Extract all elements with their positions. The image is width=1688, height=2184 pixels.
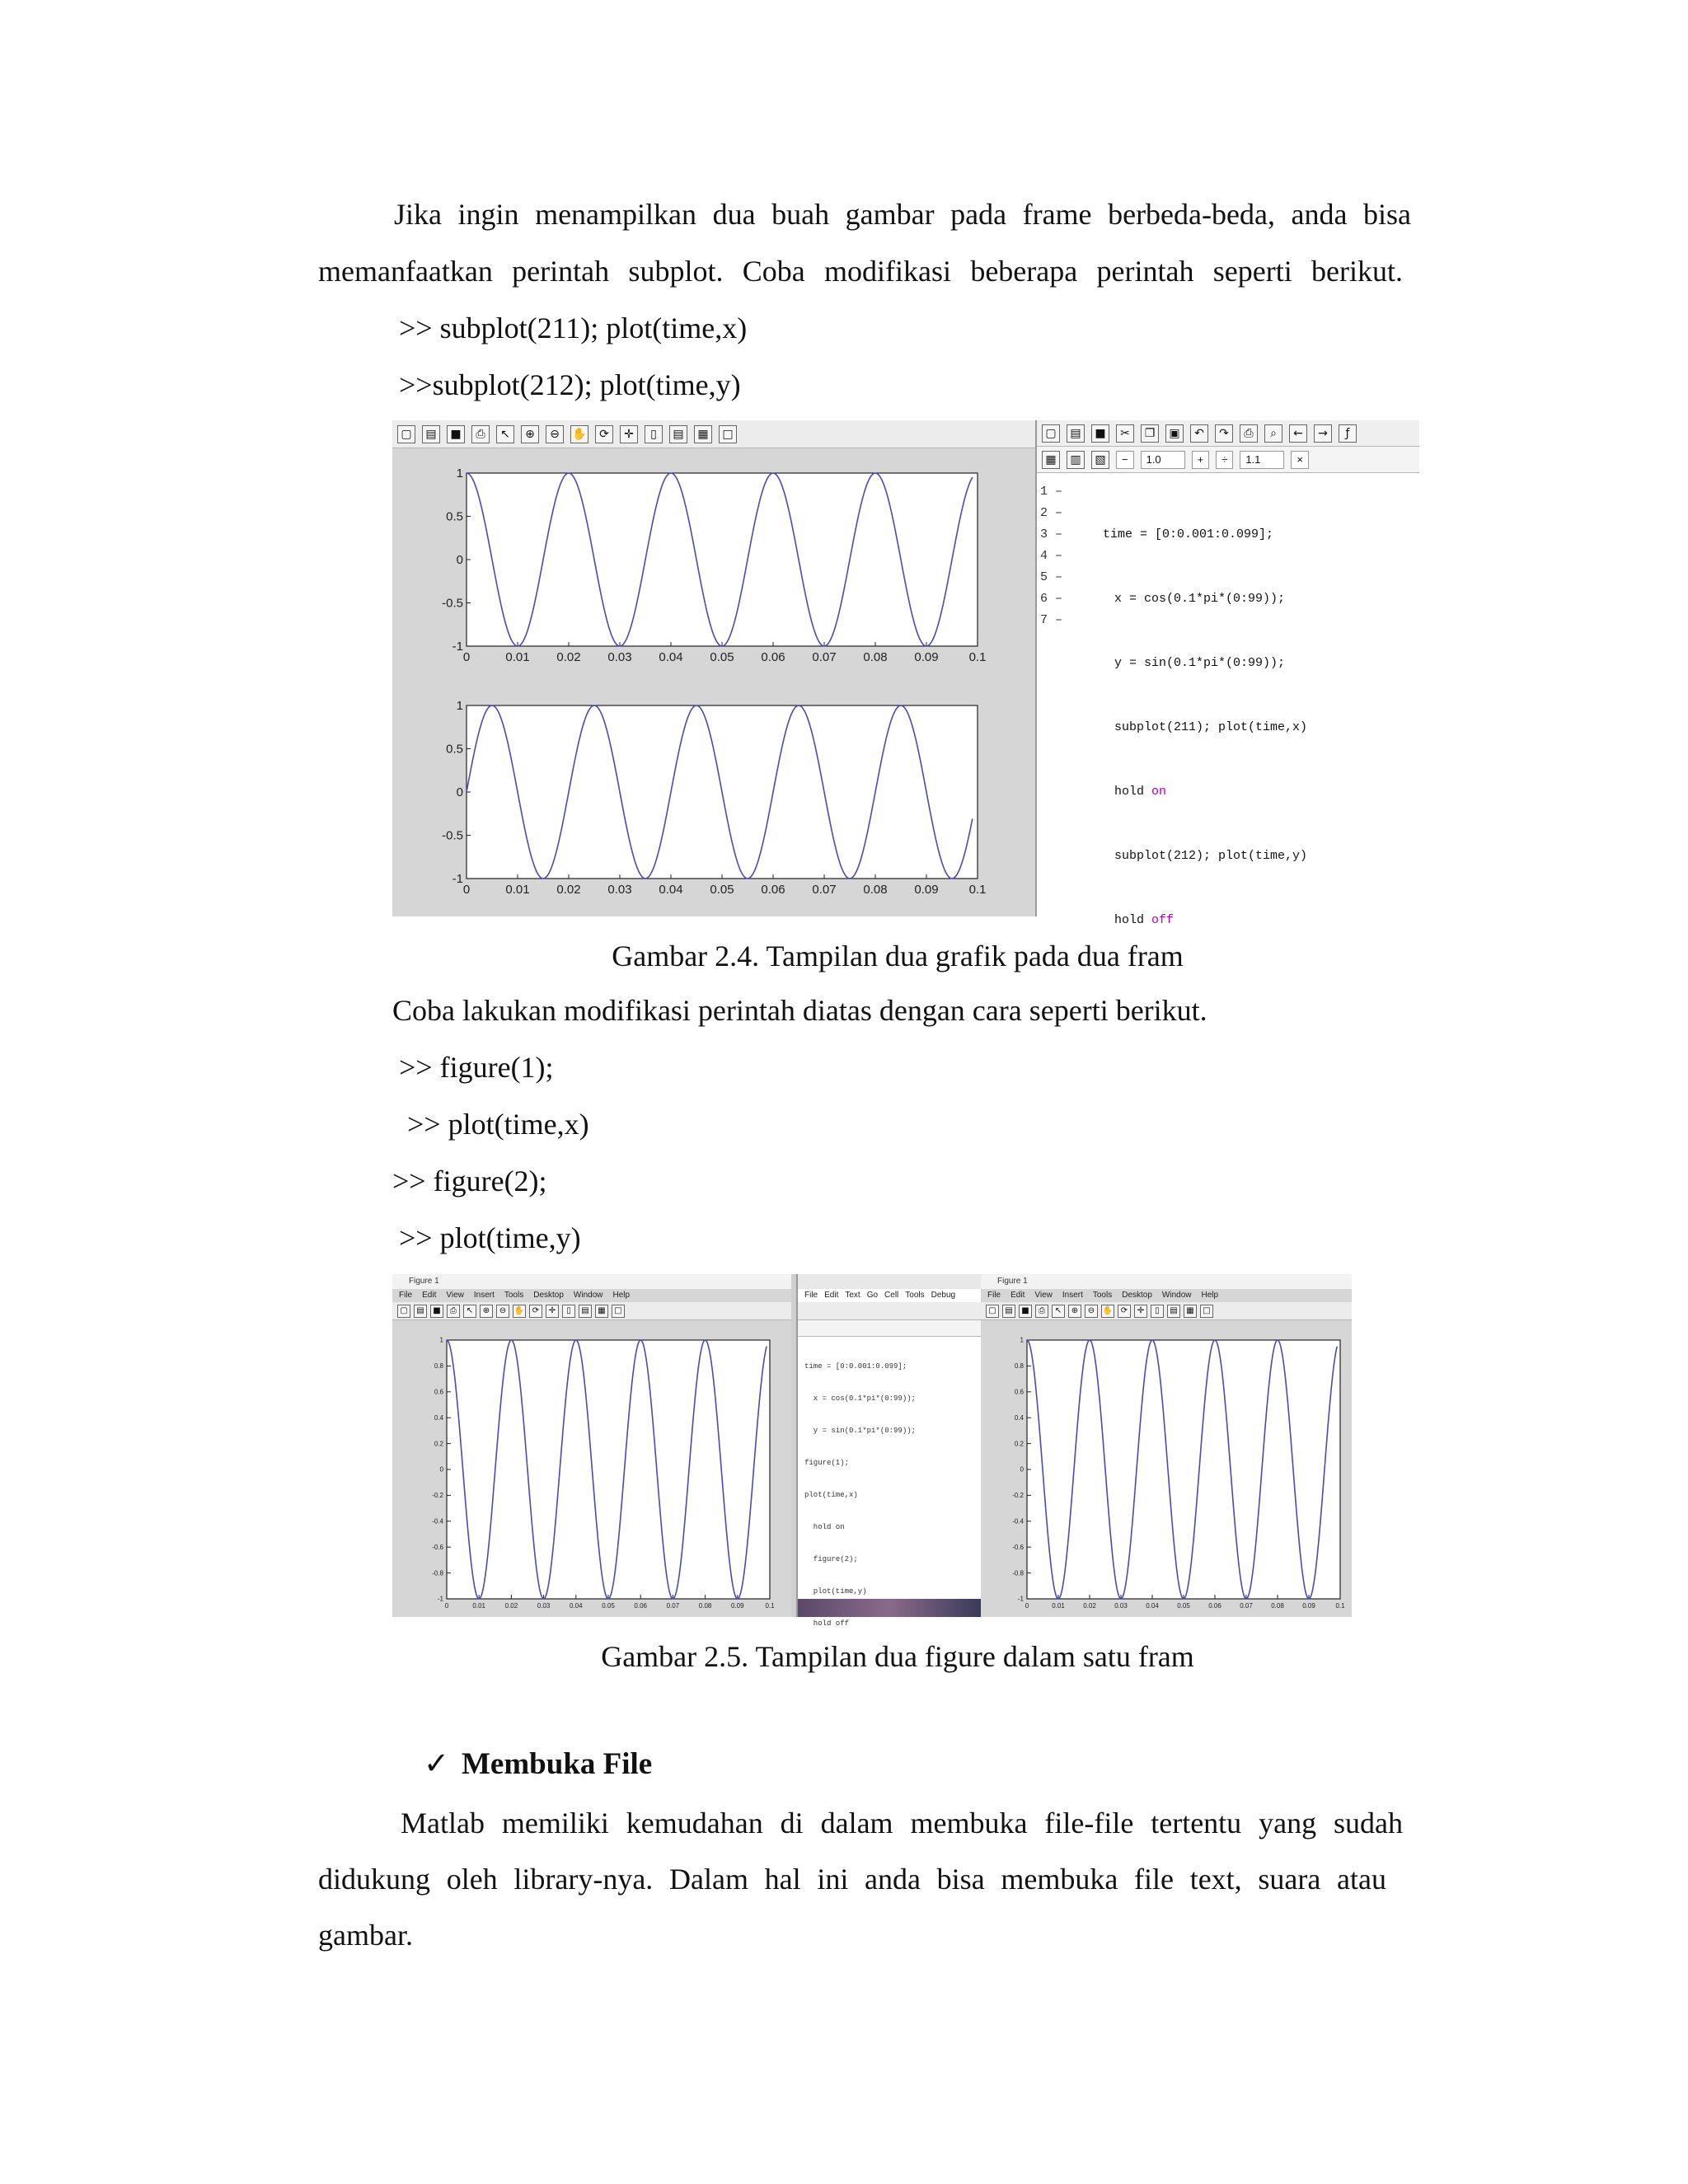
print-icon[interactable]: ⎙ xyxy=(1240,424,1258,443)
menu-window[interactable]: Window xyxy=(1161,1291,1192,1300)
y-tick-label: 0 xyxy=(456,785,463,799)
x-tick-label: 0.08 xyxy=(1271,1602,1284,1610)
open-icon[interactable]: ▤ xyxy=(1067,424,1085,443)
x-tick-label: 0.04 xyxy=(1146,1602,1159,1610)
menu-go[interactable]: Go xyxy=(866,1291,879,1300)
code-line: time = [0:0.001:0.099]; xyxy=(804,1362,907,1371)
menu-tools[interactable]: Tools xyxy=(1092,1291,1113,1300)
code-line: time = [0:0.001:0.099]; xyxy=(1103,527,1274,541)
editor-toolbar xyxy=(798,1302,981,1320)
zoom-in-icon[interactable]: ⊕ xyxy=(1068,1305,1081,1318)
x-tick-label: 0.09 xyxy=(1302,1602,1315,1610)
code-line: hold on xyxy=(804,1523,845,1531)
y-tick-label: 0 xyxy=(1020,1465,1024,1474)
zoom-out-icon[interactable]: ⊖ xyxy=(546,425,564,443)
pan-icon[interactable]: ✋ xyxy=(570,425,588,443)
menu-view[interactable]: View xyxy=(1034,1291,1053,1300)
code-line: plot(time,y) xyxy=(804,1587,867,1596)
close-icon[interactable]: × xyxy=(1291,451,1309,469)
figure-toolbar xyxy=(392,1302,791,1320)
grid-icon[interactable]: ▦ xyxy=(1184,1305,1197,1318)
code-line: plot(time,x) xyxy=(804,1491,858,1499)
x-tick-label: 0.07 xyxy=(666,1602,680,1610)
x-tick-label: 0.05 xyxy=(710,650,734,664)
menu-insert[interactable]: Insert xyxy=(1062,1291,1083,1300)
legend-icon[interactable]: ▤ xyxy=(669,425,687,443)
y-tick-label: 0 xyxy=(439,1465,443,1474)
x-tick-label: 0.03 xyxy=(1114,1602,1128,1610)
y-tick-label: 0.6 xyxy=(1014,1388,1024,1396)
editor-toolbar xyxy=(1037,420,1419,447)
code-line: y = sin(0.1*pi*(0:99)); xyxy=(804,1427,917,1435)
grid-icon[interactable]: ▦ xyxy=(595,1305,608,1318)
x-tick-label: 0.05 xyxy=(1177,1602,1190,1610)
x-tick-label: 0.09 xyxy=(731,1602,744,1610)
x-tick-label: 0.04 xyxy=(659,650,683,664)
x-tick-label: 0.06 xyxy=(1208,1602,1221,1610)
menu-desktop[interactable]: Desktop xyxy=(1122,1291,1152,1300)
editor-window xyxy=(796,1274,981,1628)
command-subplot-212: >>subplot(212); plot(time,y) xyxy=(399,368,741,401)
section-title: Membuka File xyxy=(462,1747,653,1781)
undo-icon[interactable]: ↶ xyxy=(1190,424,1208,443)
zoom-in-icon[interactable]: ⊕ xyxy=(521,425,539,443)
colorbar-icon[interactable]: ▯ xyxy=(645,425,663,443)
y-tick-label: 0.2 xyxy=(434,1440,443,1448)
increment-field-1[interactable]: 1.0 xyxy=(1141,451,1185,469)
window-icon[interactable]: □ xyxy=(719,425,737,443)
paragraph-2: Coba lakukan modifikasi perintah diatas dengan cara seperti berikut. xyxy=(392,994,1207,1027)
x-tick-label: 0 xyxy=(444,1602,449,1610)
x-tick-label: 0.1 xyxy=(765,1602,775,1610)
grid-icon[interactable]: ▦ xyxy=(694,425,712,443)
legend-icon[interactable]: ▤ xyxy=(579,1305,592,1318)
x-tick-label: 0.06 xyxy=(761,883,785,897)
menu-edit[interactable]: Edit xyxy=(1010,1291,1025,1300)
x-tick-label: 0.03 xyxy=(607,650,632,664)
x-tick-label: 0.08 xyxy=(863,650,888,664)
menu-file[interactable]: File xyxy=(804,1291,818,1300)
code-editor xyxy=(1035,420,1419,927)
new-file-icon[interactable]: ▢ xyxy=(1042,424,1060,443)
figure-window-1 xyxy=(392,1274,791,1617)
print-icon[interactable]: ⎙ xyxy=(447,1305,460,1318)
rotate-icon[interactable]: ⟳ xyxy=(529,1305,542,1318)
x-tick-label: 0.05 xyxy=(710,883,734,897)
y-tick-label: 1 xyxy=(439,1336,443,1344)
y-tick-label: -0.2 xyxy=(1012,1492,1024,1500)
legend-icon[interactable]: ▤ xyxy=(1167,1305,1180,1318)
y-tick-label: -0.6 xyxy=(432,1543,443,1551)
y-tick-label: 1 xyxy=(456,466,463,480)
x-tick-label: 0.08 xyxy=(863,883,888,897)
code-line: x = cos(0.1*pi*(0:99)); xyxy=(1114,592,1286,606)
y-tick-label: 0.6 xyxy=(434,1388,443,1396)
code-line: hold on xyxy=(1114,785,1167,799)
menu-tools[interactable]: Tools xyxy=(504,1291,524,1300)
new-file-icon[interactable]: ▢ xyxy=(986,1305,999,1318)
forward-icon[interactable]: → xyxy=(1314,424,1332,443)
y-tick-label: 1 xyxy=(456,699,463,713)
zoom-in-icon[interactable]: ⊕ xyxy=(480,1305,493,1318)
code-line: x = cos(0.1*pi*(0:99)); xyxy=(804,1394,917,1403)
code-line: subplot(211); plot(time,x) xyxy=(1114,720,1308,734)
checkmark-icon: ✓ xyxy=(424,1747,450,1781)
x-tick-label: 0.03 xyxy=(607,883,632,897)
y-tick-label: 0.4 xyxy=(434,1413,443,1422)
x-tick-label: 0.07 xyxy=(812,650,837,664)
datacursor-icon[interactable]: ✛ xyxy=(546,1305,559,1318)
x-tick-label: 0.01 xyxy=(472,1602,485,1610)
x-tick-label: 0 xyxy=(1025,1602,1029,1610)
pan-icon[interactable]: ✋ xyxy=(1101,1305,1114,1318)
menu-edit[interactable]: Edit xyxy=(824,1291,839,1300)
y-tick-label: -0.5 xyxy=(442,828,463,843)
code-line: figure(1); xyxy=(804,1459,850,1467)
menu-edit[interactable]: Edit xyxy=(422,1291,437,1300)
subplot-area xyxy=(392,448,1035,916)
paragraph-3-line-2: didukung oleh library-nya. Dalam hal ini anda bisa membuka file text, suara atau xyxy=(318,1863,1386,1896)
window-icon[interactable]: □ xyxy=(1200,1305,1213,1318)
x-tick-label: 0.01 xyxy=(505,650,530,664)
save-icon[interactable]: ■ xyxy=(1019,1305,1032,1318)
menu-insert[interactable]: Insert xyxy=(473,1291,495,1300)
caption-figure-2-4: Gambar 2.4. Tampilan dua grafik pada dua fram xyxy=(612,940,1184,972)
figure-toolbar xyxy=(392,420,1035,448)
x-tick-label: 0.01 xyxy=(1052,1602,1065,1610)
open-icon[interactable]: ▤ xyxy=(422,425,440,443)
x-tick-label: 0.04 xyxy=(570,1602,583,1610)
section-heading xyxy=(424,1746,652,1782)
code-line: figure(2); xyxy=(804,1555,858,1563)
eval-cell-icon[interactable]: ▥ xyxy=(1067,451,1085,469)
x-tick-label: 0.07 xyxy=(812,883,837,897)
y-tick-label: -0.4 xyxy=(432,1517,443,1526)
x-tick-label: 0.02 xyxy=(556,883,581,897)
x-tick-label: 0.09 xyxy=(914,650,939,664)
colorbar-icon[interactable]: ▯ xyxy=(562,1305,575,1318)
editor-menu-bar xyxy=(798,1291,981,1300)
figure-2-plot xyxy=(981,1322,1352,1617)
x-tick-label: 0.02 xyxy=(1083,1602,1096,1610)
code-line: subplot(212); plot(time,y) xyxy=(1114,849,1308,863)
window-menu-bar xyxy=(981,1291,1352,1300)
cell-toolbar xyxy=(798,1320,981,1337)
rotate-icon[interactable]: ⟳ xyxy=(1118,1305,1131,1318)
figure-1-plot xyxy=(392,1322,791,1617)
x-tick-label: 0.08 xyxy=(698,1602,712,1610)
divide-button[interactable]: ÷ xyxy=(1216,451,1233,469)
pointer-icon[interactable]: ↖ xyxy=(1052,1305,1065,1318)
x-tick-label: 0.03 xyxy=(537,1602,551,1610)
function-icon[interactable]: ƒ xyxy=(1339,424,1357,443)
pointer-icon[interactable]: ↖ xyxy=(496,425,514,443)
print-icon[interactable]: ⎙ xyxy=(1035,1305,1048,1318)
command-subplot-211: >> subplot(211); plot(time,x) xyxy=(399,312,748,344)
command-figure-1: >> figure(1); xyxy=(399,1051,554,1084)
x-tick-label: 0.01 xyxy=(505,883,530,897)
x-tick-label: 0.1 xyxy=(1335,1602,1345,1610)
command-plot-x: >> plot(time,x) xyxy=(407,1108,589,1141)
minus-button[interactable]: − xyxy=(1116,451,1134,469)
find-icon[interactable]: ⌕ xyxy=(1264,424,1282,443)
save-icon[interactable]: ■ xyxy=(430,1305,443,1318)
code-line: hold off xyxy=(1114,913,1175,927)
menu-file[interactable]: File xyxy=(987,1291,1001,1300)
x-tick-label: 0.05 xyxy=(602,1602,615,1610)
plus-button[interactable]: + xyxy=(1192,451,1210,469)
menu-cell[interactable]: Cell xyxy=(884,1291,899,1300)
y-tick-label: 0.5 xyxy=(446,742,463,757)
open-icon[interactable]: ▤ xyxy=(1002,1305,1015,1318)
command-plot-y: >> plot(time,y) xyxy=(399,1221,581,1254)
y-tick-label: -0.4 xyxy=(1012,1517,1024,1526)
paragraph-3-line-3: gambar. xyxy=(318,1919,413,1952)
window-title-bar: Figure 1 xyxy=(392,1274,791,1289)
desktop-background xyxy=(798,1599,981,1617)
menu-tools[interactable]: Tools xyxy=(905,1291,925,1300)
y-tick-label: 0.4 xyxy=(1014,1413,1024,1422)
x-tick-label: 0.09 xyxy=(914,883,939,897)
y-tick-label: -0.5 xyxy=(442,596,463,611)
code-lines[interactable] xyxy=(1103,481,1307,974)
figure-2-5-screenshot xyxy=(392,1274,1352,1628)
code-line: y = sin(0.1*pi*(0:99)); xyxy=(1114,656,1286,670)
pointer-icon[interactable]: ↖ xyxy=(463,1305,476,1318)
zoom-out-icon[interactable]: ⊖ xyxy=(496,1305,509,1318)
save-icon[interactable]: ■ xyxy=(1091,424,1109,443)
menu-window[interactable]: Window xyxy=(573,1291,603,1300)
x-tick-label: 0 xyxy=(462,650,471,664)
x-tick-label: 0 xyxy=(462,883,471,897)
y-tick-label: 0.8 xyxy=(1014,1362,1024,1371)
x-tick-label: 0.07 xyxy=(1240,1602,1253,1610)
y-tick-label: 0.8 xyxy=(434,1362,443,1371)
cut-icon[interactable]: ✂ xyxy=(1116,424,1134,443)
print-icon[interactable]: ⎙ xyxy=(471,425,490,443)
figure-toolbar xyxy=(981,1302,1352,1320)
paste-icon[interactable]: ▣ xyxy=(1165,424,1184,443)
window-icon[interactable]: □ xyxy=(612,1305,625,1318)
x-tick-label: 0.02 xyxy=(556,650,581,664)
menu-view[interactable]: View xyxy=(446,1291,464,1300)
y-tick-label: 0 xyxy=(456,553,463,567)
menu-file[interactable]: File xyxy=(399,1291,413,1300)
y-tick-label: -0.2 xyxy=(432,1492,443,1500)
cell-toolbar xyxy=(1037,447,1419,473)
copy-icon[interactable]: ❐ xyxy=(1141,424,1159,443)
datacursor-icon[interactable]: ✛ xyxy=(1134,1305,1147,1318)
figure-window-2 xyxy=(981,1274,1352,1617)
x-tick-label: 0.06 xyxy=(634,1602,647,1610)
menu-help[interactable]: Help xyxy=(612,1291,631,1300)
window-menu-bar xyxy=(392,1291,791,1300)
back-icon[interactable]: ← xyxy=(1289,424,1307,443)
x-tick-label: 0.06 xyxy=(761,650,785,664)
command-figure-2: >> figure(2); xyxy=(392,1165,547,1197)
cell-icon[interactable]: ▦ xyxy=(1042,451,1060,469)
code-line: hold off xyxy=(804,1619,850,1628)
menu-help[interactable]: Help xyxy=(1201,1291,1219,1300)
open-icon[interactable]: ▤ xyxy=(414,1305,427,1318)
datacursor-icon[interactable]: ✛ xyxy=(620,425,638,443)
line-numbers: 1 – 2 – 3 – 4 – 5 – 6 – 7 – xyxy=(1040,485,1063,627)
x-tick-label: 0.1 xyxy=(968,883,987,897)
y-tick-label: 0.2 xyxy=(1014,1440,1024,1448)
window-title-bar: Figure 1 xyxy=(981,1274,1352,1289)
eval-advance-icon[interactable]: ▧ xyxy=(1091,451,1109,469)
y-tick-label: 0.5 xyxy=(446,509,463,524)
y-tick-label: -1 xyxy=(452,640,463,654)
y-tick-label: -0.6 xyxy=(1012,1543,1024,1551)
y-tick-label: -0.8 xyxy=(432,1569,443,1577)
paragraph-1-line-1: Jika ingin menampilkan dua buah gambar pada frame berbeda-beda, anda bisa xyxy=(394,198,1411,231)
increment-field-2[interactable]: 1.1 xyxy=(1240,451,1284,469)
colorbar-icon[interactable]: ▯ xyxy=(1151,1305,1164,1318)
x-tick-label: 0.02 xyxy=(504,1602,518,1610)
x-tick-label: 0.04 xyxy=(659,883,683,897)
save-icon[interactable]: ■ xyxy=(447,425,465,443)
y-tick-label: -1 xyxy=(452,872,463,886)
menu-desktop[interactable]: Desktop xyxy=(533,1291,564,1300)
menu-text[interactable]: Text xyxy=(845,1291,860,1300)
new-file-icon[interactable]: ▢ xyxy=(397,425,415,443)
new-file-icon[interactable]: ▢ xyxy=(397,1305,410,1318)
redo-icon[interactable]: ↷ xyxy=(1215,424,1233,443)
zoom-out-icon[interactable]: ⊖ xyxy=(1085,1305,1098,1318)
caption-figure-2-5: Gambar 2.5. Tampilan dua figure dalam satu fram xyxy=(601,1640,1194,1673)
figure-2-4-screenshot xyxy=(392,420,1419,927)
menu-debug[interactable]: Debug xyxy=(931,1291,956,1300)
paragraph-3-line-1: Matlab memiliki kemudahan di dalam membuka file-file tertentu yang sudah xyxy=(401,1807,1403,1840)
pan-icon[interactable]: ✋ xyxy=(513,1305,526,1318)
y-tick-label: 1 xyxy=(1020,1336,1024,1344)
editor-title-bar xyxy=(798,1274,981,1289)
y-tick-label: -1 xyxy=(437,1595,443,1603)
paragraph-1-line-2: memanfaatkan perintah subplot. Coba modifikasi beberapa perintah seperti berikut. xyxy=(318,255,1403,288)
rotate-icon[interactable]: ⟳ xyxy=(595,425,613,443)
y-tick-label: -1 xyxy=(1017,1595,1024,1603)
x-tick-label: 0.1 xyxy=(968,650,987,664)
y-tick-label: -0.8 xyxy=(1012,1569,1024,1577)
